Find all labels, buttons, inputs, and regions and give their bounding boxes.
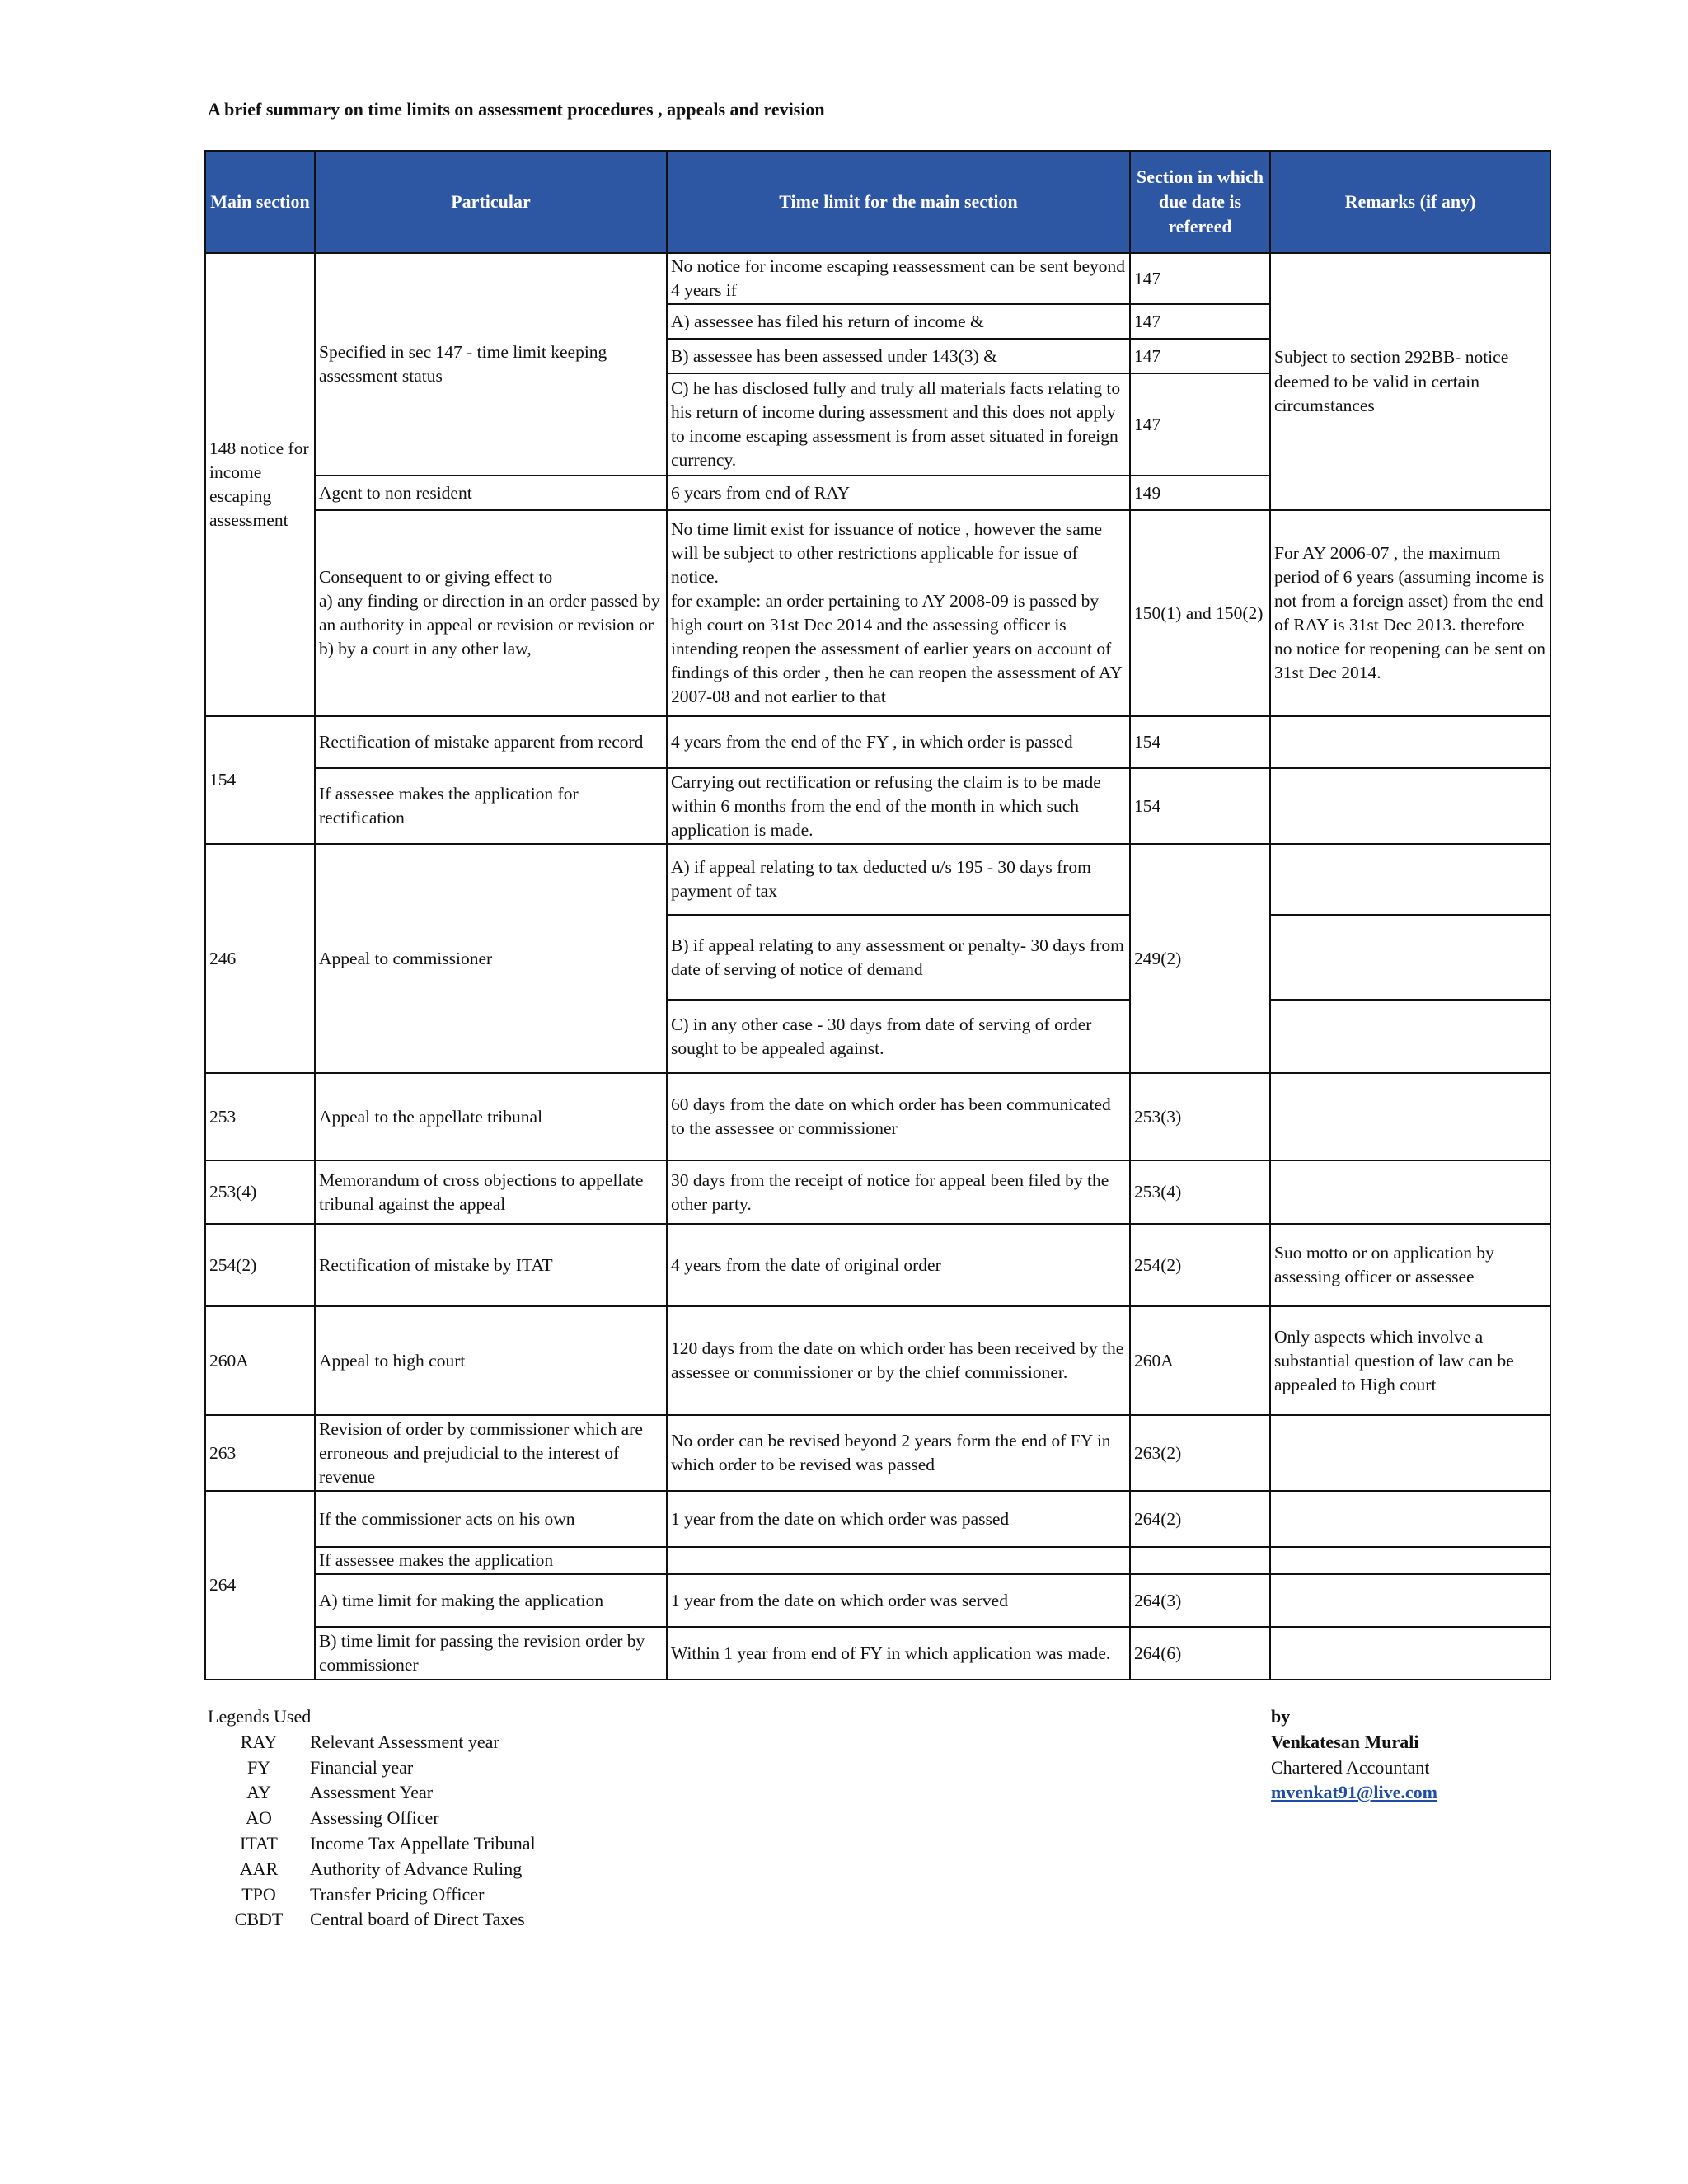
remarks-cell: [1270, 844, 1550, 915]
remarks-cell: Only aspects which involve a substantial question of law can be appealed to High court: [1270, 1306, 1550, 1415]
particular-cell: Appeal to the appellate tribunal: [315, 1073, 667, 1160]
time-limit-cell: [667, 1547, 1130, 1574]
time-limit-cell: B) assessee has been assessed under 143(3) &: [667, 339, 1130, 373]
section-ref-cell: 253(4): [1130, 1160, 1270, 1224]
legend-abbr: TPO: [241, 1883, 276, 1905]
table-row: [205, 1160, 1550, 1224]
by-label: by: [1271, 1706, 1291, 1727]
table-row: [205, 1574, 1550, 1627]
table-row: [205, 844, 1550, 915]
section-ref-cell: 254(2): [1130, 1224, 1270, 1306]
remarks-cell: For AY 2006-07 , the maximum period of 6 years (assuming income is not from a foreign asset) from the end of RAY is 31st Dec 2013. therefore no notice for reopening can be sent on 31st Dec 2014.: [1270, 510, 1550, 716]
legend-desc: Relevant Assessment year: [310, 1731, 499, 1752]
section-ref-cell: 249(2): [1130, 844, 1270, 1073]
legend-abbr: AO: [246, 1807, 272, 1829]
legend-desc: Income Tax Appellate Tribunal: [310, 1832, 536, 1854]
section-ref-cell: 150(1) and 150(2): [1130, 510, 1270, 716]
remarks-cell: [1270, 1547, 1550, 1574]
main-section-cell: 246: [205, 844, 315, 1073]
table-row: [205, 1627, 1550, 1680]
legend-item: [208, 1730, 536, 1755]
header-time-limit: Time limit for the main section: [667, 151, 1130, 253]
remarks-cell: [1270, 1491, 1550, 1547]
time-limit-cell: No time limit exist for issuance of notice , however the same will be subject to other restrictions applicable for issue of notice. for example: an order pertaining to AY 2008-09 is passed by high court on 31st Dec 2014 and the assessing officer is intending reopen the assessment of earlier years on account of findings of this order , then he can reopen the assessment of AY 2007-08 and not earlier to that: [667, 510, 1130, 716]
legend-item: [208, 1882, 536, 1908]
time-limit-cell: B) if appeal relating to any assessment or penalty- 30 days from date of serving of notice of demand: [667, 915, 1130, 1000]
table-row: [205, 1415, 1550, 1491]
legend-abbr: CBDT: [234, 1909, 284, 1930]
header-remarks: Remarks (if any): [1270, 151, 1550, 253]
table-row: [205, 768, 1550, 844]
particular-cell: A) time limit for making the application: [315, 1574, 667, 1627]
remarks-cell: [1270, 1160, 1550, 1224]
main-section-cell: 264: [205, 1491, 315, 1680]
particular-cell: Rectification of mistake by ITAT: [315, 1224, 667, 1306]
time-limit-cell: No notice for income escaping reassessment can be sent beyond 4 years if: [667, 253, 1130, 304]
particular-cell: Appeal to high court: [315, 1306, 667, 1415]
remarks-cell: [1270, 1415, 1550, 1491]
time-limit-cell: 120 days from the date on which order has been received by the assessee or commissioner or by the chief commissioner.: [667, 1306, 1130, 1415]
table-row: [205, 253, 1550, 304]
time-limit-cell: Carrying out rectification or refusing the claim is to be made within 6 months from the end of the month in which such application is made.: [667, 768, 1130, 844]
time-limits-table: [204, 150, 1551, 1680]
remarks-cell: [1270, 716, 1550, 768]
remarks-cell: [1270, 768, 1550, 844]
particular-cell: Appeal to commissioner: [315, 844, 667, 1073]
section-ref-cell: 260A: [1130, 1306, 1270, 1415]
legend-abbr: ITAT: [240, 1832, 278, 1854]
table-row: [205, 1073, 1550, 1160]
particular-cell: Memorandum of cross objections to appellate tribunal against the appeal: [315, 1160, 667, 1224]
time-limit-cell: A) assessee has filed his return of income &: [667, 304, 1130, 339]
author-email-link[interactable]: mvenkat91@live.com: [1271, 1782, 1437, 1803]
time-limit-cell: 4 years from the end of the FY , in which order is passed: [667, 716, 1130, 768]
legend-desc: Transfer Pricing Officer: [310, 1883, 485, 1905]
particular-cell: Rectification of mistake apparent from record: [315, 716, 667, 768]
table-row: [205, 716, 1550, 768]
time-limit-cell: C) in any other case - 30 days from date of serving of order sought to be appealed against.: [667, 1000, 1130, 1073]
time-limit-cell: 6 years from end of RAY: [667, 476, 1130, 510]
remarks-cell: [1270, 1073, 1550, 1160]
particular-cell: Specified in sec 147 - time limit keeping assessment status: [315, 253, 667, 476]
section-ref-cell: 264(2): [1130, 1491, 1270, 1547]
legend-desc: Authority of Advance Ruling: [310, 1858, 523, 1879]
remarks-cell: [1270, 915, 1550, 1000]
particular-cell: If assessee makes the application for rectification: [315, 768, 667, 844]
legend-desc: Assessing Officer: [310, 1807, 439, 1829]
header-particular: Particular: [315, 151, 667, 253]
legend-item: [208, 1755, 536, 1781]
table-row: [205, 510, 1550, 716]
main-section-cell: 254(2): [205, 1224, 315, 1306]
main-section-cell: 253: [205, 1073, 315, 1160]
document-title: A brief summary on time limits on assessment procedures , appeals and revision: [208, 99, 825, 120]
section-ref-cell: 264(3): [1130, 1574, 1270, 1627]
legend-abbr: FY: [246, 1756, 271, 1778]
main-section-cell: 154: [205, 716, 315, 844]
particular-cell: If assessee makes the application: [315, 1547, 667, 1574]
table-header-row: [205, 151, 1550, 253]
legend-desc: Financial year: [310, 1756, 414, 1778]
legend-item: [208, 1907, 536, 1933]
time-limit-cell: A) if appeal relating to tax deducted u/s 195 - 30 days from payment of tax: [667, 844, 1130, 915]
section-ref-cell: 154: [1130, 716, 1270, 768]
legend-abbr: AY: [246, 1782, 271, 1803]
section-ref-cell: 149: [1130, 476, 1270, 510]
section-ref-cell: 147: [1130, 339, 1270, 373]
section-ref-cell: [1130, 1547, 1270, 1574]
section-ref-cell: 154: [1130, 768, 1270, 844]
time-limit-cell: Within 1 year from end of FY in which application was made.: [667, 1627, 1130, 1680]
section-ref-cell: 147: [1130, 373, 1270, 476]
remarks-cell: Suo motto or on application by assessing officer or assessee: [1270, 1224, 1550, 1306]
table-row: [205, 1306, 1550, 1415]
remarks-cell: Subject to section 292BB- notice deemed to be valid in certain circumstances: [1270, 253, 1550, 510]
time-limit-cell: 4 years from the date of original order: [667, 1224, 1130, 1306]
time-limit-cell: 1 year from the date on which order was passed: [667, 1491, 1130, 1547]
table-row: [205, 1491, 1550, 1547]
legend-item: [208, 1857, 536, 1882]
legend: [208, 1704, 536, 1933]
remarks-cell: [1270, 1000, 1550, 1073]
time-limit-cell: 60 days from the date on which order has been communicated to the assessee or commissioner: [667, 1073, 1130, 1160]
header-main-section: Main section: [205, 151, 315, 253]
main-section-cell: 260A: [205, 1306, 315, 1415]
particular-cell: Consequent to or giving effect to a) any finding or direction in an order passed by an authority in appeal or revision or revision or b) by a court in any other law,: [315, 510, 667, 716]
section-ref-cell: 147: [1130, 304, 1270, 339]
legend-abbr: RAY: [240, 1731, 278, 1752]
main-section-cell: 148 notice for income escaping assessment: [205, 253, 315, 716]
header-section-referred: Section in which due date is refereed: [1130, 151, 1270, 253]
particular-cell: B) time limit for passing the revision order by commissioner: [315, 1627, 667, 1680]
legend-abbr: AAR: [239, 1858, 279, 1879]
section-ref-cell: 263(2): [1130, 1415, 1270, 1491]
time-limit-cell: 30 days from the receipt of notice for appeal been filed by the other party.: [667, 1160, 1130, 1224]
author-block: [1271, 1704, 1437, 1806]
remarks-cell: [1270, 1627, 1550, 1680]
section-ref-cell: 253(3): [1130, 1073, 1270, 1160]
particular-cell: Agent to non resident: [315, 476, 667, 510]
particular-cell: If the commissioner acts on his own: [315, 1491, 667, 1547]
time-limit-cell: No order can be revised beyond 2 years form the end of FY in which order to be revised was passed: [667, 1415, 1130, 1491]
main-section-cell: 253(4): [205, 1160, 315, 1224]
legend-item: [208, 1831, 536, 1857]
legend-desc: Assessment Year: [310, 1782, 434, 1803]
legend-item: [208, 1780, 536, 1806]
author-role: Chartered Accountant: [1271, 1756, 1430, 1778]
table-row: [205, 1224, 1550, 1306]
legend-heading: Legends Used: [208, 1706, 312, 1727]
section-ref-cell: 147: [1130, 253, 1270, 304]
time-limit-cell: C) he has disclosed fully and truly all materials facts relating to his return of income during assessment and this does not apply to income escaping assessment is from asset situated in foreign currency.: [667, 373, 1130, 476]
time-limit-cell: 1 year from the date on which order was served: [667, 1574, 1130, 1627]
section-ref-cell: 264(6): [1130, 1627, 1270, 1680]
author-name: Venkatesan Murali: [1271, 1731, 1419, 1752]
main-section-cell: 263: [205, 1415, 315, 1491]
remarks-cell: [1270, 1574, 1550, 1627]
legend-item: [208, 1806, 536, 1831]
table-row: [205, 1547, 1550, 1574]
legend-desc: Central board of Direct Taxes: [310, 1909, 525, 1930]
particular-cell: Revision of order by commissioner which are erroneous and prejudicial to the interest of revenue: [315, 1415, 667, 1491]
